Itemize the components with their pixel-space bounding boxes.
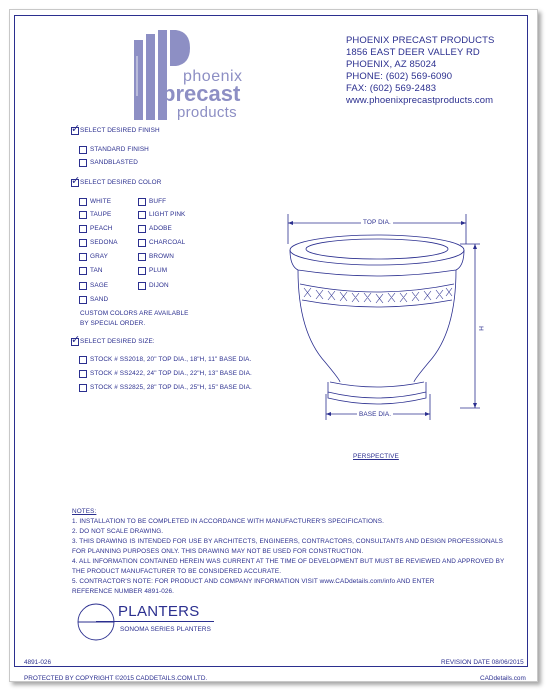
company-city: PHOENIX, AZ 85024 (346, 59, 437, 70)
color-charcoal-checkbox[interactable] (138, 239, 146, 247)
note-line-5b: REFERENCE NUMBER 4891-026. (72, 588, 175, 595)
color-sand-checkbox[interactable] (79, 296, 87, 304)
title-sub: SONOMA SERIES PLANTERS (120, 626, 211, 633)
size-ss2422-label: STOCK # SS2422, 24" TOP DIA., 22"H, 13" BASE DIA. (90, 370, 252, 377)
color-brown-label: BROWN (149, 253, 174, 260)
note-line-2: 2. DO NOT SCALE DRAWING. (72, 528, 164, 535)
top-dia-label: TOP DIA. (363, 219, 391, 226)
logo-word-products: products (177, 104, 237, 121)
color-adobe-checkbox[interactable] (138, 225, 146, 233)
company-name: PHOENIX PRECAST PRODUCTS (346, 35, 495, 46)
size-ss2422-checkbox[interactable] (79, 370, 87, 378)
color-light-pink-label: LIGHT PINK (149, 211, 186, 218)
copyright-notice: PROTECTED BY COPYRIGHT ©2015 CADDETAILS.COM LTD. (24, 675, 208, 682)
planter-perspective-drawing (280, 214, 490, 434)
color-sage-label: SAGE (90, 282, 109, 289)
size-ss2018-checkbox[interactable] (79, 356, 87, 364)
note-line-3b: FOR PLANNING PURPOSES ONLY. THIS DRAWING MAY NOT BE USED FOR CONSTRUCTION. (72, 548, 364, 555)
color-gray-label: GRAY (90, 253, 109, 260)
company-phone: PHONE: (602) 569-6090 (346, 71, 453, 82)
base-dia-label: BASE DIA. (359, 411, 392, 418)
title-underline (96, 621, 214, 622)
custom-colors-note-line2: BY SPECIAL ORDER. (80, 320, 146, 327)
color-white-label: WHITE (90, 198, 112, 205)
color-charcoal-label: CHARCOAL (149, 239, 186, 246)
color-sedona-label: SEDONA (90, 239, 118, 246)
height-label: H (476, 326, 484, 331)
color-light-pink-checkbox[interactable] (138, 211, 146, 219)
finish-heading: SELECT DESIRED FINISH (80, 127, 160, 134)
color-peach-checkbox[interactable] (79, 225, 87, 233)
color-tan-checkbox[interactable] (79, 267, 87, 275)
reference-number: 4891-026 (24, 659, 52, 666)
color-buff-label: BUFF (149, 198, 167, 205)
color-heading: SELECT DESIRED COLOR (80, 179, 162, 186)
note-line-3: 3. THIS DRAWING IS INTENDED FOR USE BY ARCHITECTS, ENGINEERS, CONTRACTORS, CONSULTANTS AND DESIGN PROFESSIONALS (72, 538, 504, 545)
company-street: 1856 EAST DEER VALLEY RD (346, 47, 480, 58)
size-section-checkbox[interactable] (71, 338, 79, 346)
color-tan-label: TAN (90, 267, 103, 274)
finish-section-checkbox[interactable] (71, 127, 79, 135)
custom-colors-note-line1: CUSTOM COLORS ARE AVAILABLE (80, 310, 189, 317)
color-taupe-label: TAUPE (90, 211, 112, 218)
color-dijon-checkbox[interactable] (138, 282, 146, 290)
color-gray-checkbox[interactable] (79, 253, 87, 261)
title-main: PLANTERS (118, 603, 200, 620)
logo-word-precast: precast (162, 81, 241, 106)
size-heading: SELECT DESIRED SIZE: (80, 338, 155, 345)
company-fax: FAX: (602) 569-2483 (346, 83, 437, 94)
size-ss2825-label: STOCK # SS2825, 28" TOP DIA., 25"H, 15" BASE DIA. (90, 384, 252, 391)
color-brown-checkbox[interactable] (138, 253, 146, 261)
color-dijon-label: DIJON (149, 282, 169, 289)
company-website[interactable]: www.phoenixprecastproducts.com (346, 95, 494, 106)
logo-word-phoenix: phoenix (183, 68, 243, 85)
revision-date: REVISION DATE 08/06/2015 (441, 659, 524, 666)
notes-heading: NOTES: (72, 508, 97, 515)
color-white-checkbox[interactable] (79, 198, 87, 206)
note-line-4: 4. ALL INFORMATION CONTAINED HEREIN WAS CURRENT AT THE TIME OF DEVELOPMENT BUT MUST BE REVIEWED AND APPROVED BY (72, 558, 505, 565)
color-buff-checkbox[interactable] (138, 198, 146, 206)
perspective-label: PERSPECTIVE (353, 453, 399, 460)
finish-standard-checkbox[interactable] (79, 146, 87, 154)
color-plum-label: PLUM (149, 267, 168, 274)
color-peach-label: PEACH (90, 225, 113, 232)
note-line-4b: THE PRODUCT MANUFACTURER TO BE CONSIDERED ACCURATE. (72, 568, 282, 575)
finish-sandblasted-label: SANDBLASTED (90, 159, 138, 166)
size-ss2825-checkbox[interactable] (79, 384, 87, 392)
color-sand-label: SAND (90, 296, 109, 303)
color-adobe-label: ADOBE (149, 225, 172, 232)
note-line-5: 5. CONTRACTOR'S NOTE: FOR PRODUCT AND COMPANY INFORMATION VISIT www.CADdetails.com/info AND ENTER (72, 578, 435, 585)
caddetails-brand[interactable]: CADdetails.com (480, 675, 526, 682)
size-ss2018-label: STOCK # SS2018, 20" TOP DIA., 18"H, 11" BASE DIA. (90, 356, 252, 363)
color-plum-checkbox[interactable] (138, 267, 146, 275)
title-circle-symbol (76, 602, 116, 642)
note-line-1: 1. INSTALLATION TO BE COMPLETED IN ACCORDANCE WITH MANUFACTURER'S SPECIFICATIONS. (72, 518, 384, 525)
color-section-checkbox[interactable] (71, 179, 79, 187)
color-taupe-checkbox[interactable] (79, 211, 87, 219)
finish-sandblasted-checkbox[interactable] (79, 159, 87, 167)
color-sedona-checkbox[interactable] (79, 239, 87, 247)
finish-standard-label: STANDARD FINISH (90, 146, 149, 153)
color-sage-checkbox[interactable] (79, 282, 87, 290)
